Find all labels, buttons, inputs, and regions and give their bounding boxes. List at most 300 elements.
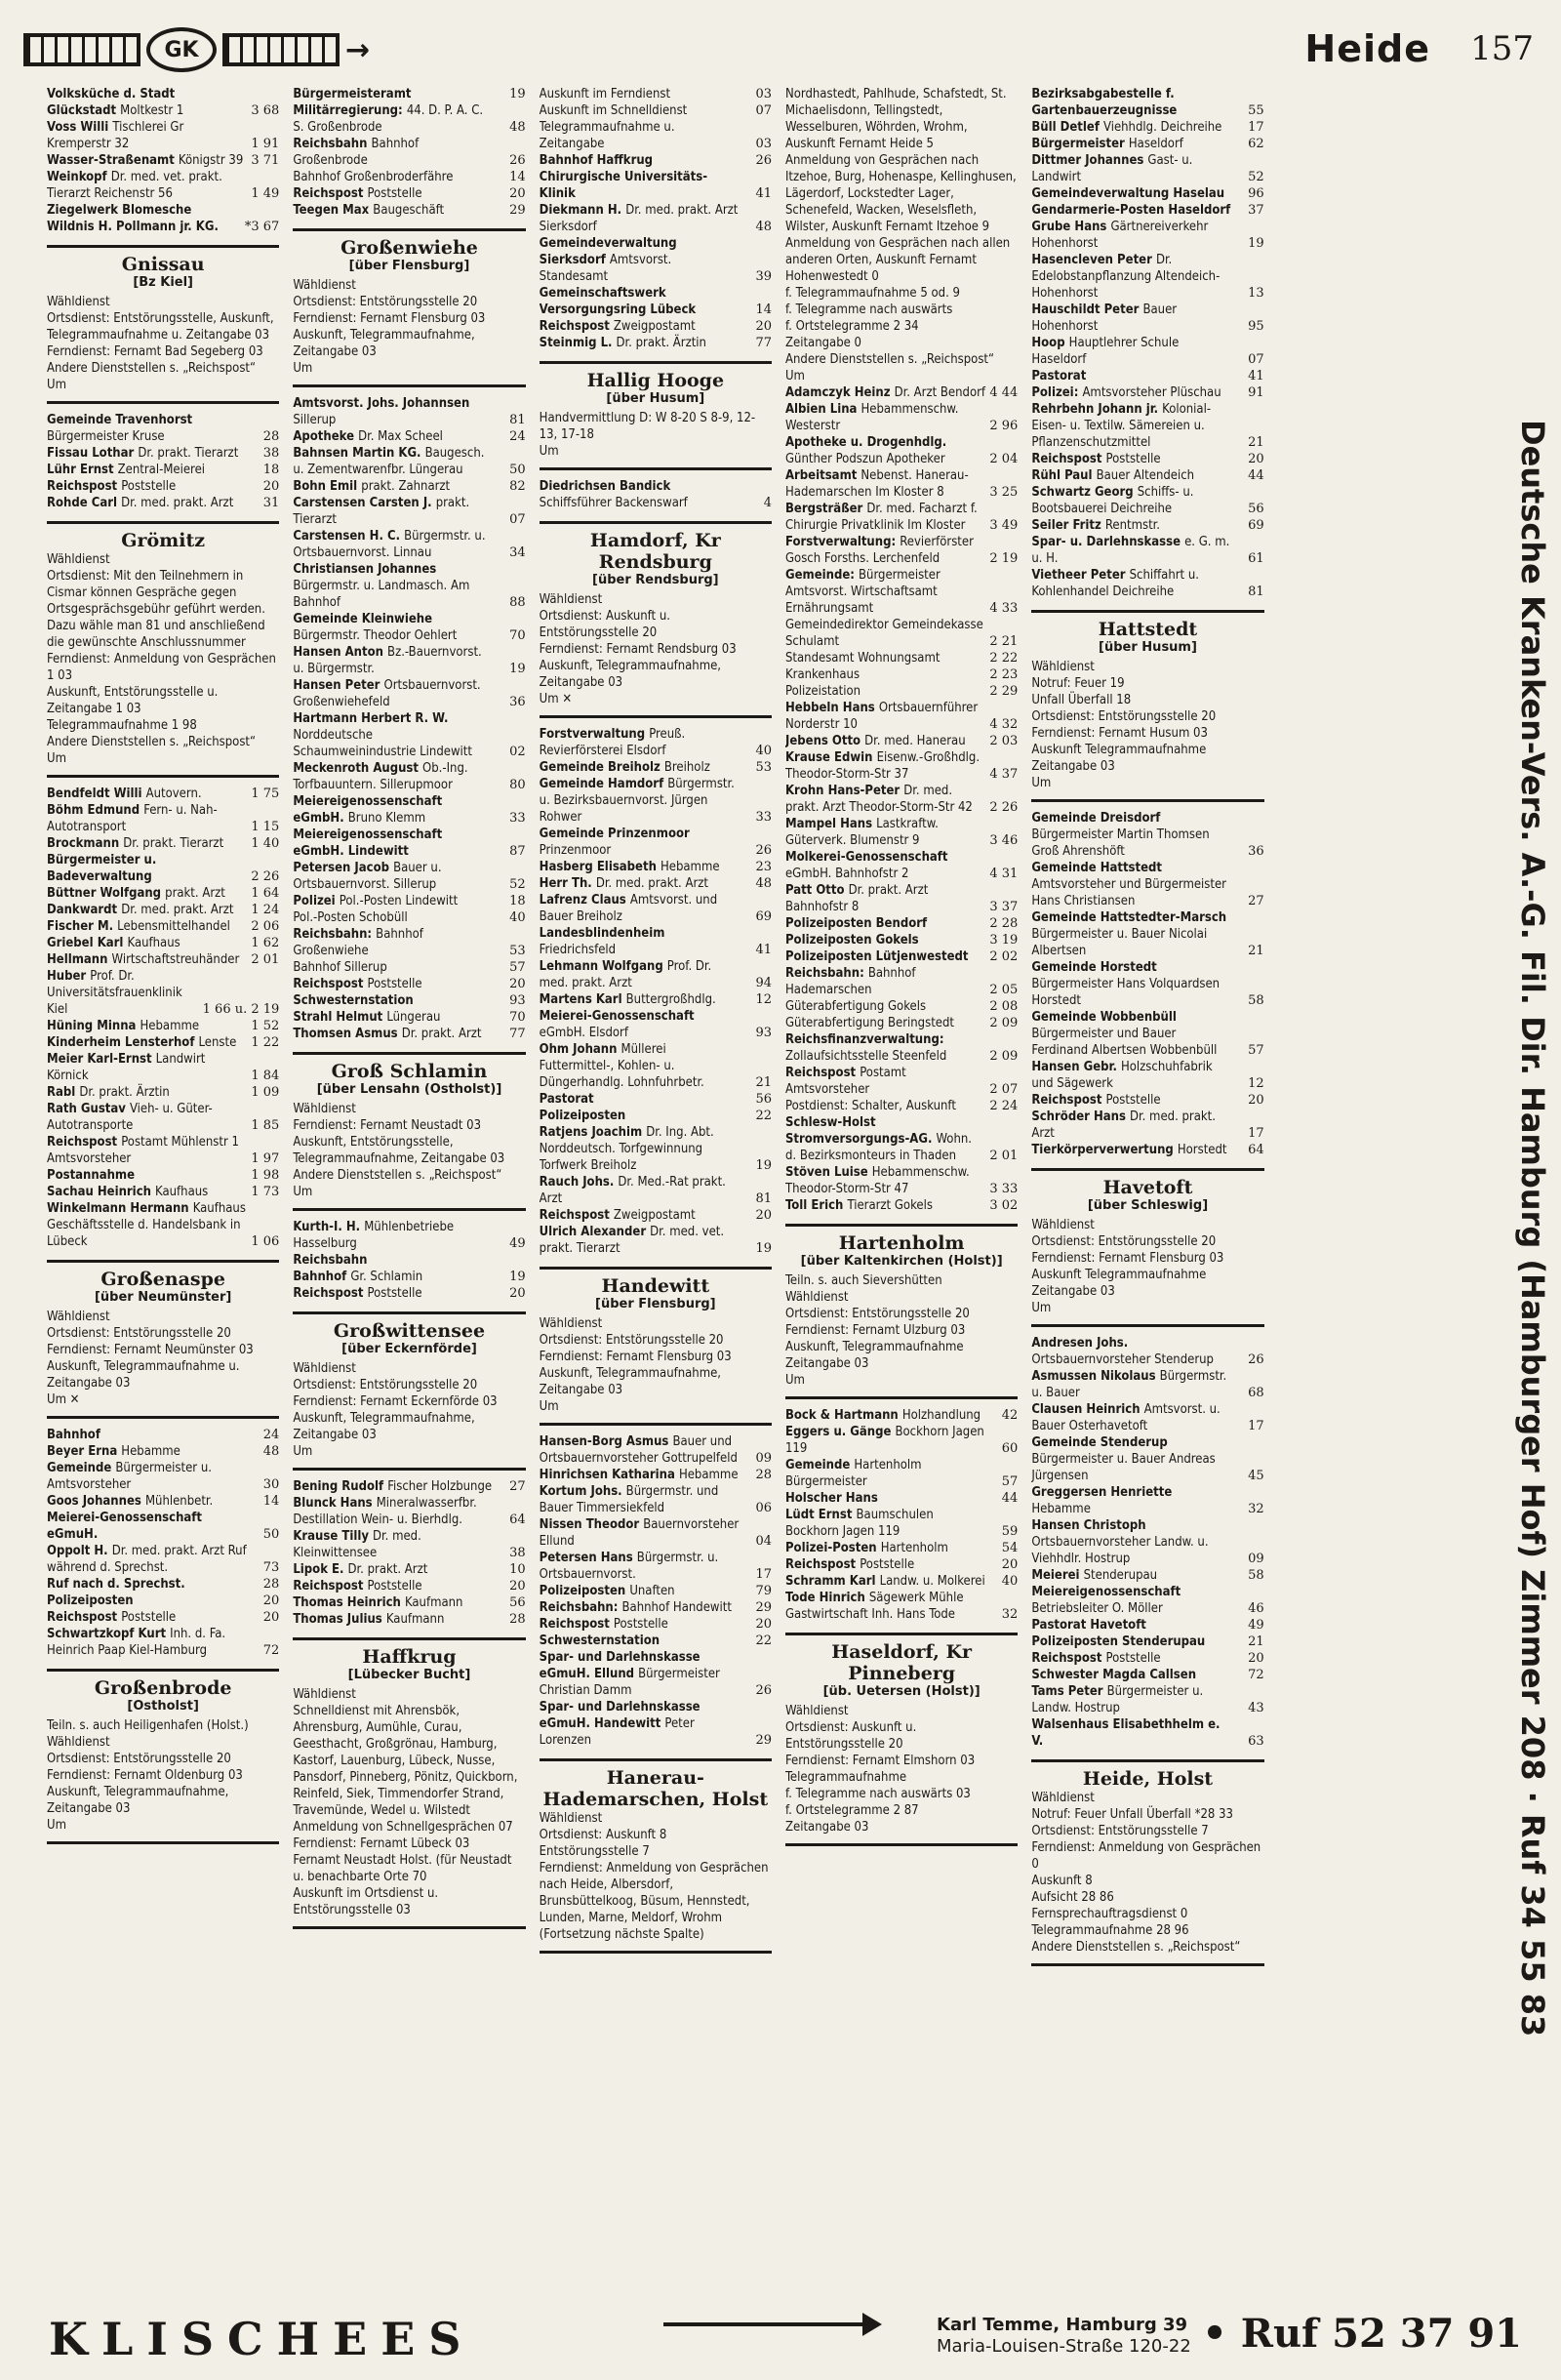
entry-number: 29 <box>755 1600 772 1615</box>
entry-text <box>785 1424 986 1457</box>
entry-number: 1 66 u. 2 19 <box>202 1002 280 1017</box>
entry-detail: Buttergroßhdlg. <box>625 992 716 1007</box>
directory-entry <box>540 1633 772 1649</box>
entry-text <box>540 1483 740 1516</box>
entry-text <box>47 1167 247 1184</box>
suitcase-icon <box>222 33 340 66</box>
directory-entry <box>47 495 279 511</box>
entry-detail: Dr. Edelobstanpflanzung Altendeich-Hohenhorst <box>1031 253 1221 301</box>
entry-detail: Dr. Med.-Rat prakt. Arzt <box>539 1175 726 1206</box>
section-subtitle: [Ostholst] <box>127 1699 199 1714</box>
section-line: Auskunft, Entstörungsstelle u. Zeitangabe 1 03 <box>47 685 219 716</box>
directory-entry <box>540 478 772 511</box>
section-line: Entstörungsstelle 7 <box>539 1844 650 1859</box>
entry-name: Hansen Christoph <box>1031 1518 1146 1533</box>
entry-name: Martens Karl <box>539 992 626 1007</box>
entry-text <box>785 666 985 683</box>
entry-detail: prakt. Arzt <box>165 886 225 901</box>
entry-number: 64 <box>509 1513 526 1527</box>
entry-text <box>785 849 985 882</box>
entry-name: Bahnsen Martin KG. <box>293 446 425 461</box>
entry-name: Jebens Otto <box>784 734 865 748</box>
directory-entry <box>47 1200 279 1250</box>
entry-number: 3 46 <box>989 833 1019 848</box>
entry-detail: Dr. med. vet. prakt. Tierarzt Reichenstr 56 <box>47 170 222 201</box>
entry-text <box>293 1252 494 1269</box>
entry-text <box>540 1124 740 1174</box>
section-divider <box>47 401 279 404</box>
section-line: Ferndienst: Fernamt Flensburg 03 <box>1031 1251 1224 1266</box>
entry-name: Petersen Hans <box>539 1551 637 1565</box>
entry-text <box>785 401 985 434</box>
directory-entry <box>540 119 772 152</box>
entry-text <box>785 1507 986 1540</box>
entry-number: 4 <box>763 496 772 510</box>
entry-detail: Amtsvorst. und Bauer Breiholz <box>539 893 718 924</box>
entry-detail: Bauer u. Ortsbauernvorst. Sillerup <box>293 861 442 892</box>
entry-detail: Auskunft im Ferndienst <box>539 87 671 101</box>
entry-number: 81 <box>509 413 526 427</box>
entry-text <box>293 169 494 185</box>
entry-text <box>1031 152 1232 185</box>
entry-detail: Autovern. <box>145 787 202 801</box>
entry-detail: Kaufhaus <box>127 936 180 950</box>
section-divider <box>540 1423 772 1426</box>
entry-text <box>540 1516 740 1550</box>
entry-text <box>1031 384 1232 401</box>
directory-entry <box>1031 451 1263 467</box>
entry-detail: Gr. Schlamin <box>350 1270 423 1284</box>
entry-number: 93 <box>755 1026 772 1040</box>
entry-detail: 44. D. P. A. C. S. Großenbrode <box>293 103 484 135</box>
section-line: Ortsdienst: Entstörungsstelle 20 <box>293 295 478 309</box>
entry-text <box>785 749 985 783</box>
entry-text <box>47 462 248 478</box>
entry-text <box>785 650 985 666</box>
entry-name: Carstensen H. C. <box>293 529 405 544</box>
section-line: Ortsdienst: Entstörungsstelle 20 <box>1031 709 1217 724</box>
directory-entry <box>1031 567 1263 600</box>
directory-entry <box>540 1699 772 1749</box>
entry-detail: Poststelle <box>860 1557 915 1572</box>
entry-name: Gemeinde Horstedt <box>1031 960 1157 975</box>
entry-detail: Hebamme <box>121 1444 180 1459</box>
entry-name: Polizei <box>293 894 340 908</box>
entry-detail: Postdienst: Schalter, Auskunft <box>784 1099 956 1113</box>
entry-name: Bendfeldt Willi <box>47 787 146 801</box>
entry-name: Fischer M. <box>47 919 118 934</box>
entry-number: 1 73 <box>251 1185 280 1199</box>
directory-entry <box>540 169 772 202</box>
entry-number: 1 15 <box>251 820 280 834</box>
entry-name: Oppolt H. <box>47 1544 112 1558</box>
directory-entry <box>47 935 279 951</box>
directory-entry <box>1031 534 1263 567</box>
section-line: Wähldienst <box>539 1811 603 1826</box>
entry-name: Meiereigenossenschaft <box>1031 1585 1181 1599</box>
directory-entry <box>540 875 772 892</box>
entry-detail: Bahnhof Großenwiehe <box>293 927 423 958</box>
entry-number: 1 62 <box>251 936 280 950</box>
entry-number: 62 <box>1248 137 1264 151</box>
entry-number: 58 <box>1248 993 1264 1008</box>
section-line: Ortsdienst: Entstörungsstelle 20 <box>539 1333 724 1348</box>
section-line: Wähldienst <box>1031 1218 1095 1232</box>
entry-text <box>785 534 985 567</box>
entry-text <box>540 152 740 169</box>
entry-number: 20 <box>755 319 772 334</box>
entry-detail: Dr. med. prakt. Arzt <box>595 876 709 891</box>
entry-detail: Gast- u. Landwirt <box>1031 153 1193 184</box>
company-address <box>937 2315 1191 2358</box>
entry-name: Beyer Erna <box>47 1444 122 1459</box>
entry-detail: Bürgermstr. u. Ortsbauernvorst. <box>539 1551 719 1582</box>
entry-name: Andresen Johs. <box>1031 1336 1129 1351</box>
entry-detail: Ortsbauernvorst. Großenwiehefeld <box>293 678 481 709</box>
section-subtitle: [über Kaltenkirchen (Holst)] <box>800 1254 1003 1269</box>
entry-name: Hartmann Herbert R. W. <box>293 711 449 726</box>
directory-entry <box>293 1495 525 1528</box>
entry-text <box>1031 1634 1232 1650</box>
entry-number: 2 01 <box>251 952 280 967</box>
entry-name: Gendarmerie-Posten Haseldorf <box>1031 203 1231 218</box>
entry-number: 3 02 <box>989 1198 1019 1213</box>
entry-number: 17 <box>755 1567 772 1582</box>
section-line: Auskunft, Telegrammaufnahme, Zeitangabe 03 <box>293 328 475 359</box>
directory-entry <box>540 202 772 235</box>
directory-entry <box>1031 1142 1263 1158</box>
directory-entry <box>293 1269 525 1285</box>
entry-detail: Bauer Altendeich <box>1096 468 1195 483</box>
entry-text <box>47 951 247 968</box>
section-line: Teiln. s. auch Heiligenhafen (Holst.) <box>47 1718 249 1733</box>
entry-name: Strahl Helmut <box>293 1010 387 1025</box>
entry-detail: Bahnhof Handewitt <box>621 1600 732 1615</box>
entry-number: 3 71 <box>251 153 280 168</box>
entry-number: 58 <box>1248 1568 1264 1583</box>
entry-text <box>540 1550 740 1583</box>
entry-detail: Hebamme <box>140 1019 200 1033</box>
entry-text <box>293 1026 494 1042</box>
entry-name: Reichsbahn <box>293 137 372 151</box>
directory-entry <box>540 1516 772 1550</box>
section-line: Wähldienst <box>47 295 110 309</box>
entry-number: 2 09 <box>989 1049 1019 1064</box>
entry-name: Polizeiposten Gokels <box>784 933 919 948</box>
section-divider <box>293 384 525 387</box>
directory-entry <box>540 1041 772 1091</box>
section-line: Um <box>1031 776 1052 790</box>
entry-name: Pastorat <box>1031 369 1087 383</box>
entry-text <box>293 827 494 860</box>
entry-text <box>47 1184 247 1200</box>
entry-name: Reichsbahn: <box>539 1600 622 1615</box>
entry-number: 24 <box>262 1428 280 1442</box>
entry-number: 2 04 <box>989 452 1019 466</box>
entry-text <box>47 445 248 462</box>
section-line: Unfall Überfall 18 <box>1031 693 1132 707</box>
section-title: Hattstedt <box>1031 610 1263 640</box>
directory-entry <box>785 1031 1018 1065</box>
entry-number: 40 <box>509 910 526 925</box>
directory-entry <box>540 285 772 318</box>
entry-detail: Bahnhof Sillerup <box>293 960 387 975</box>
entry-text <box>293 1009 494 1026</box>
entry-detail: Bockhorn Jagen 119 <box>784 1425 984 1456</box>
entry-number: 59 <box>1001 1524 1019 1539</box>
entry-text <box>47 1576 248 1593</box>
entry-text <box>47 1443 248 1460</box>
directory-entry <box>47 86 279 119</box>
section-line: Ortsdienst: Auskunft 8 <box>539 1828 667 1842</box>
directory-entry <box>1031 185 1263 202</box>
directory-entry <box>785 501 1018 534</box>
entry-name: Bürgermeister u. Badeverwaltung <box>47 853 157 884</box>
entry-name: Hellmann <box>47 952 112 967</box>
section-line: Auskunft, Telegrammaufnahme Zeitangabe 03 <box>784 1340 964 1371</box>
entry-name: Molkerei-Genossenschaft <box>784 850 948 865</box>
entry-number: 20 <box>1248 452 1264 466</box>
entry-name: Spar- und Darlehnskasse eGmuH. Ellund <box>539 1650 700 1681</box>
entry-name: Reichspost <box>539 1208 614 1223</box>
entry-name: Polizeiposten <box>47 1593 134 1608</box>
entry-number: 29 <box>509 203 526 218</box>
section-divider <box>785 1396 1018 1399</box>
section-line: Anmeldung von Gesprächen nach Itzehoe, Burg, Hohenaspe, Kellinghusen, Lägerdorf, Lockstedter Lager, Schenefeld, Wacken, Weselsfleth, Wilster, Auskunft Fernamt Itzehoe 9 <box>784 153 1017 234</box>
entry-detail: Lebensmittelhandel <box>117 919 230 934</box>
directory-entry <box>47 1593 279 1609</box>
entry-number: 33 <box>509 811 526 826</box>
section-line: Wähldienst <box>539 1316 603 1331</box>
entry-number: 40 <box>1001 1574 1019 1589</box>
section-line: Ortsdienst: Auskunft u. Entstörungsstelle 20 <box>539 609 670 640</box>
entry-number: 38 <box>262 446 280 461</box>
arrow-icon: → <box>345 32 371 67</box>
entry-name: Hasberg Elisabeth <box>539 860 660 874</box>
entry-detail: Mineralwasserfbr. Destillation Wein- u. Bierhdlg. <box>293 1496 477 1527</box>
entry-text <box>785 882 985 915</box>
entry-text <box>47 1427 248 1443</box>
entry-detail: Dr. med. prakt. Arzt Sierksdorf <box>539 203 739 234</box>
directory-entry <box>785 749 1018 783</box>
directory-entry <box>47 1510 279 1543</box>
entry-detail: Poststelle <box>367 977 422 991</box>
section-line: Ortsdienst: Entstörungsstelle 20 <box>1031 1234 1217 1249</box>
entry-number: 2 01 <box>989 1149 1019 1163</box>
directory-entry <box>293 926 525 959</box>
entry-number: 2 26 <box>251 869 280 884</box>
directory-entry <box>540 1483 772 1516</box>
entry-number: 79 <box>755 1584 772 1598</box>
entry-detail: Baugesch. u. Zementwarenfbr. Lüngerau <box>293 446 485 477</box>
entry-number: 1 40 <box>251 836 280 851</box>
section-divider <box>47 775 279 778</box>
entry-name: Greggersen Henriette <box>1031 1485 1173 1500</box>
entry-name: Forstverwaltung: <box>784 535 901 549</box>
entry-name: Pastorat Havetoft <box>1031 1618 1146 1633</box>
entry-number: 69 <box>755 909 772 924</box>
entry-name: Böhm Edmund <box>47 803 144 818</box>
entry-detail: Poststelle <box>367 1579 422 1593</box>
directory-entry <box>293 860 525 893</box>
entry-name: Rühl Paul <box>1031 468 1097 483</box>
entry-number: 43 <box>1248 1701 1264 1715</box>
section-title: Großenaspe <box>47 1260 279 1290</box>
entry-number: 69 <box>1248 518 1264 533</box>
entry-text <box>1031 1335 1232 1368</box>
page-title: Heide <box>1304 27 1430 70</box>
directory-entry <box>1031 219 1263 252</box>
section-line: Wähldienst <box>784 1290 849 1305</box>
directory-entry <box>540 1616 772 1633</box>
directory-entry <box>785 1015 1018 1031</box>
entry-number: 64 <box>1248 1143 1264 1157</box>
entry-detail: Poststelle <box>613 1617 668 1632</box>
directory-entry <box>293 445 525 478</box>
entry-name: Landesblindenheim <box>539 926 665 941</box>
directory-entry <box>1031 302 1263 335</box>
entry-detail: Bürgermstr. und Bauer Timmersiekfeld <box>539 1484 719 1515</box>
entry-number: 23 <box>755 860 772 874</box>
section-line: Andere Dienststellen s. „Reichspost“ <box>1031 1940 1241 1955</box>
entry-text <box>540 478 740 511</box>
directory-entry <box>785 401 1018 434</box>
entry-name: Gemeinde: <box>784 568 860 583</box>
directory-entry <box>47 968 279 1018</box>
entry-text <box>540 776 740 826</box>
directory-entry <box>1031 860 1263 909</box>
directory-entry <box>293 1252 525 1269</box>
entry-name: Bezirksabgabestelle f. Gartenbauerzeugnisse <box>1031 87 1178 118</box>
entry-name: Kinderheim Lensterhof <box>47 1035 199 1050</box>
entry-number: 18 <box>262 463 280 477</box>
entry-detail: Bürgermeister Christian Damm <box>539 1667 720 1698</box>
section-divider <box>540 467 772 470</box>
entry-number: 2 24 <box>989 1099 1019 1113</box>
directory-entry <box>785 700 1018 733</box>
entry-number: 1 22 <box>251 1035 280 1050</box>
entry-name: Schwesternstation <box>539 1634 660 1648</box>
entry-detail: Dr. med. Kleinwittensee <box>293 1529 421 1560</box>
section-line: Ferndienst: Fernamt Husum 03 <box>1031 726 1208 741</box>
entry-name: Apotheke <box>293 429 359 444</box>
entry-number: 40 <box>755 744 772 758</box>
entry-detail: Ortsbauernführer Norderstr 10 <box>784 701 979 732</box>
section-line: Um <box>1031 1301 1052 1315</box>
directory-entry <box>1031 1484 1263 1517</box>
entry-detail: Kolonial-Eisen- u. Textilw. Sämereien u. Pflanzenschutzmittel <box>1031 402 1212 450</box>
entry-text <box>293 926 494 959</box>
entry-detail: Günther Podszun Apotheker <box>784 452 945 466</box>
directory-entry <box>47 152 279 169</box>
section-line: f. Telegramme nach auswärts <box>784 303 953 317</box>
directory-entry <box>47 1626 279 1659</box>
entry-number: 61 <box>1248 551 1264 566</box>
entry-name: Stöven Luise <box>784 1165 872 1180</box>
directory-entry <box>540 1599 772 1616</box>
entry-number: 18 <box>509 894 526 908</box>
entry-detail: Gärtnereiverkehr Hohenhorst <box>1031 220 1209 251</box>
directory-entry <box>540 826 772 859</box>
section-line: Ferndienst: Fernamt Neumünster 03 <box>47 1343 254 1357</box>
directory-entry <box>540 1433 772 1467</box>
directory-entry <box>47 1609 279 1626</box>
section-line: Um <box>784 369 805 383</box>
entry-name: Hoop <box>1031 336 1069 350</box>
entry-name: Kurth-I. H. <box>293 1220 365 1234</box>
entry-text <box>293 395 494 428</box>
directory-entry <box>47 1034 279 1051</box>
entry-detail: prakt. Zahnarzt <box>361 479 451 494</box>
entry-name: Tode Hinrich <box>784 1591 869 1605</box>
section-line: Ferndienst: Fernamt Oldenburg 03 <box>47 1768 243 1783</box>
entry-text <box>1031 1617 1232 1634</box>
entry-text <box>293 445 494 478</box>
directory-columns <box>47 86 1510 2289</box>
entry-name: Reichspost <box>784 1557 861 1572</box>
entry-text <box>785 384 985 401</box>
entry-number: 39 <box>755 269 772 284</box>
section-title: Großenwiehe <box>293 228 525 259</box>
directory-entry <box>540 1649 772 1699</box>
entry-detail: Hartenholm Bürgermeister <box>784 1458 922 1489</box>
entry-number: 52 <box>509 877 526 892</box>
entry-name: Walsenhaus Elisabethhelm e. V. <box>1031 1717 1221 1749</box>
entry-name: Apotheke u. Drogenhdlg. <box>784 435 947 450</box>
entry-text <box>293 1561 494 1578</box>
section-title: Großwittensee <box>293 1311 525 1342</box>
directory-entry <box>293 395 525 428</box>
entry-text <box>47 119 247 152</box>
section-line: Ortsdienst: Auskunft u. Entstörungsstelle 20 <box>784 1720 917 1752</box>
section-line: Fernsprechauftragsdienst 0 <box>1031 1907 1188 1921</box>
directory-entry <box>785 434 1018 467</box>
directory-entry <box>1031 1109 1263 1142</box>
directory-entry <box>540 892 772 925</box>
entry-name: Eggers u. Gänge <box>784 1425 896 1439</box>
directory-entry <box>47 835 279 852</box>
entry-number: 45 <box>1248 1469 1264 1483</box>
directory-entry <box>785 1407 1018 1424</box>
entry-text <box>293 428 494 445</box>
directory-entry <box>293 959 525 976</box>
entry-name: Dittmer Johannes <box>1031 153 1148 168</box>
section-line: Um <box>293 1444 313 1459</box>
entry-number: 19 <box>755 1241 772 1256</box>
directory-entry <box>785 932 1018 948</box>
entry-number: 27 <box>509 1479 526 1494</box>
entry-detail: Dr. med. Facharzt f. Chirurgie Privatklinik Im Kloster <box>784 502 978 533</box>
section-line: Wähldienst <box>47 1735 110 1750</box>
directory-entry <box>785 849 1018 882</box>
entry-name: Gemeindeverwaltung Sierksdorf <box>539 236 677 267</box>
entry-detail: Dr. prakt. Arzt Bahnhofstr 8 <box>784 883 929 914</box>
entry-name: Lipok E. <box>293 1562 348 1577</box>
section-line: Telegrammaufnahme 28 96 <box>1031 1923 1189 1938</box>
entry-text <box>1031 810 1232 860</box>
entry-detail: Bruno Klemm <box>347 811 426 826</box>
directory-entry <box>540 991 772 1008</box>
entry-text <box>540 1699 740 1749</box>
entry-name: Gemeinschaftswerk Versorgungsring Lübeck <box>539 286 697 317</box>
entry-name: Herr Th. <box>539 876 596 891</box>
entry-number: 1 75 <box>251 787 280 801</box>
directory-entry <box>47 1427 279 1443</box>
directory-entry <box>785 998 1018 1015</box>
entry-name: Chirurgische Universitäts-Klinik <box>539 170 708 201</box>
entry-detail: Norddeutsche Schaumweinindustrie Lindewitt <box>293 728 472 759</box>
entry-text <box>293 1594 494 1611</box>
